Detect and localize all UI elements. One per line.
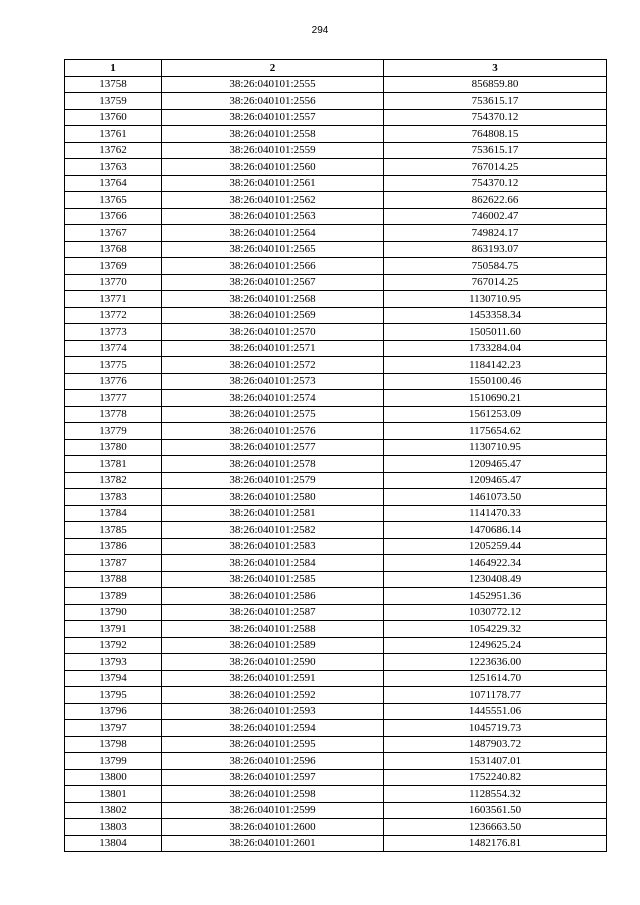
cell-cadastral-number: 38:26:040101:2557 [162, 109, 384, 126]
cell-value: 1251614.70 [384, 670, 607, 687]
table-row [65, 621, 607, 638]
cell-cadastral-number: 38:26:040101:2594 [162, 720, 384, 737]
cell-number: 13765 [65, 192, 162, 209]
cell-number: 13781 [65, 456, 162, 473]
cell-value: 753615.17 [384, 93, 607, 110]
cell-number: 13799 [65, 753, 162, 770]
cell-value: 1464922.34 [384, 555, 607, 572]
cell-cadastral-number: 38:26:040101:2598 [162, 786, 384, 803]
cell-cadastral-number: 38:26:040101:2581 [162, 505, 384, 522]
cell-value: 1236663.50 [384, 819, 607, 836]
cell-value: 1045719.73 [384, 720, 607, 737]
cell-value: 1561253.09 [384, 406, 607, 423]
cell-cadastral-number: 38:26:040101:2564 [162, 225, 384, 242]
table-row [65, 357, 607, 374]
table-row [65, 373, 607, 390]
cell-number: 13760 [65, 109, 162, 126]
cell-value: 1550100.46 [384, 373, 607, 390]
cell-value: 862622.66 [384, 192, 607, 209]
cell-number: 13794 [65, 670, 162, 687]
cell-number: 13764 [65, 175, 162, 192]
table-row [65, 225, 607, 242]
cell-cadastral-number: 38:26:040101:2596 [162, 753, 384, 770]
cell-cadastral-number: 38:26:040101:2563 [162, 208, 384, 225]
cell-cadastral-number: 38:26:040101:2555 [162, 76, 384, 93]
column-header-3: 3 [384, 60, 607, 77]
cell-cadastral-number: 38:26:040101:2592 [162, 687, 384, 704]
cell-cadastral-number: 38:26:040101:2573 [162, 373, 384, 390]
table-row [65, 786, 607, 803]
cell-value: 1453358.34 [384, 307, 607, 324]
table-row [65, 670, 607, 687]
cell-cadastral-number: 38:26:040101:2600 [162, 819, 384, 836]
table-row [65, 835, 607, 852]
cell-cadastral-number: 38:26:040101:2567 [162, 274, 384, 291]
cell-value: 863193.07 [384, 241, 607, 258]
cell-number: 13771 [65, 291, 162, 308]
cell-number: 13779 [65, 423, 162, 440]
cell-cadastral-number: 38:26:040101:2590 [162, 654, 384, 671]
table-row [65, 241, 607, 258]
table-row [65, 126, 607, 143]
cell-cadastral-number: 38:26:040101:2593 [162, 703, 384, 720]
cell-value: 750584.75 [384, 258, 607, 275]
cell-cadastral-number: 38:26:040101:2579 [162, 472, 384, 489]
cell-value: 753615.17 [384, 142, 607, 159]
cell-cadastral-number: 38:26:040101:2565 [162, 241, 384, 258]
cell-cadastral-number: 38:26:040101:2597 [162, 769, 384, 786]
cell-cadastral-number: 38:26:040101:2583 [162, 538, 384, 555]
table-row [65, 687, 607, 704]
cell-cadastral-number: 38:26:040101:2576 [162, 423, 384, 440]
cell-value: 1130710.95 [384, 291, 607, 308]
cell-number: 13780 [65, 439, 162, 456]
table-row [65, 76, 607, 93]
cell-number: 13763 [65, 159, 162, 176]
table-row [65, 654, 607, 671]
table-row [65, 423, 607, 440]
cell-value: 1209465.47 [384, 472, 607, 489]
cell-value: 1482176.81 [384, 835, 607, 852]
cell-value: 1445551.06 [384, 703, 607, 720]
cell-cadastral-number: 38:26:040101:2570 [162, 324, 384, 341]
cell-number: 13777 [65, 390, 162, 407]
table-row [65, 819, 607, 836]
cell-number: 13789 [65, 588, 162, 605]
table-row [65, 456, 607, 473]
cell-value: 754370.12 [384, 109, 607, 126]
cell-value: 1030772.12 [384, 604, 607, 621]
table-row [65, 439, 607, 456]
cell-number: 13768 [65, 241, 162, 258]
cell-number: 13787 [65, 555, 162, 572]
cell-number: 13801 [65, 786, 162, 803]
table-row [65, 258, 607, 275]
cell-number: 13786 [65, 538, 162, 555]
cell-value: 1249625.24 [384, 637, 607, 654]
cell-number: 13783 [65, 489, 162, 506]
cell-number: 13790 [65, 604, 162, 621]
cell-cadastral-number: 38:26:040101:2561 [162, 175, 384, 192]
cell-number: 13800 [65, 769, 162, 786]
table-row [65, 324, 607, 341]
table-row [65, 637, 607, 654]
cell-cadastral-number: 38:26:040101:2580 [162, 489, 384, 506]
cell-value: 1733284.04 [384, 340, 607, 357]
table-row [65, 274, 607, 291]
cell-value: 1071178.77 [384, 687, 607, 704]
table-row [65, 142, 607, 159]
cell-cadastral-number: 38:26:040101:2559 [162, 142, 384, 159]
cell-value: 767014.25 [384, 274, 607, 291]
table-row [65, 802, 607, 819]
table-row [65, 93, 607, 110]
cell-value: 1487903.72 [384, 736, 607, 753]
cell-value: 754370.12 [384, 175, 607, 192]
table-row [65, 604, 607, 621]
cell-number: 13774 [65, 340, 162, 357]
cell-cadastral-number: 38:26:040101:2585 [162, 571, 384, 588]
cell-value: 767014.25 [384, 159, 607, 176]
cell-number: 13793 [65, 654, 162, 671]
cell-value: 1175654.62 [384, 423, 607, 440]
table-row [65, 109, 607, 126]
cell-value: 1130710.95 [384, 439, 607, 456]
cell-number: 13759 [65, 93, 162, 110]
column-header-2: 2 [162, 60, 384, 77]
cell-cadastral-number: 38:26:040101:2589 [162, 637, 384, 654]
cell-value: 1603561.50 [384, 802, 607, 819]
cell-number: 13776 [65, 373, 162, 390]
cell-value: 1461073.50 [384, 489, 607, 506]
table-header-row [65, 60, 607, 77]
cell-value: 1223636.00 [384, 654, 607, 671]
cell-number: 13758 [65, 76, 162, 93]
cell-cadastral-number: 38:26:040101:2568 [162, 291, 384, 308]
table-row [65, 291, 607, 308]
cell-number: 13769 [65, 258, 162, 275]
table-row [65, 522, 607, 539]
cell-number: 13784 [65, 505, 162, 522]
cell-number: 13788 [65, 571, 162, 588]
cell-number: 13796 [65, 703, 162, 720]
cell-value: 1470686.14 [384, 522, 607, 539]
table-row [65, 571, 607, 588]
cell-value: 1510690.21 [384, 390, 607, 407]
cell-number: 13803 [65, 819, 162, 836]
cell-number: 13772 [65, 307, 162, 324]
cell-cadastral-number: 38:26:040101:2582 [162, 522, 384, 539]
table-row [65, 175, 607, 192]
table-row [65, 390, 607, 407]
cell-number: 13797 [65, 720, 162, 737]
cell-number: 13785 [65, 522, 162, 539]
cell-number: 13792 [65, 637, 162, 654]
cell-cadastral-number: 38:26:040101:2595 [162, 736, 384, 753]
cell-number: 13802 [65, 802, 162, 819]
cell-cadastral-number: 38:26:040101:2586 [162, 588, 384, 605]
cell-value: 856859.80 [384, 76, 607, 93]
table-row [65, 538, 607, 555]
table-row [65, 769, 607, 786]
cell-cadastral-number: 38:26:040101:2587 [162, 604, 384, 621]
column-header-1: 1 [65, 60, 162, 77]
table-row [65, 736, 607, 753]
cell-cadastral-number: 38:26:040101:2601 [162, 835, 384, 852]
cell-value: 1141470.33 [384, 505, 607, 522]
cell-value: 746002.47 [384, 208, 607, 225]
cell-number: 13791 [65, 621, 162, 638]
cell-cadastral-number: 38:26:040101:2569 [162, 307, 384, 324]
cell-value: 1531407.01 [384, 753, 607, 770]
cell-value: 1128554.32 [384, 786, 607, 803]
table-row [65, 472, 607, 489]
cell-cadastral-number: 38:26:040101:2572 [162, 357, 384, 374]
cell-value: 764808.15 [384, 126, 607, 143]
table-row [65, 406, 607, 423]
cell-number: 13773 [65, 324, 162, 341]
cell-cadastral-number: 38:26:040101:2588 [162, 621, 384, 638]
cell-cadastral-number: 38:26:040101:2599 [162, 802, 384, 819]
cell-number: 13762 [65, 142, 162, 159]
table-row [65, 192, 607, 209]
cell-cadastral-number: 38:26:040101:2578 [162, 456, 384, 473]
cell-cadastral-number: 38:26:040101:2558 [162, 126, 384, 143]
table-body [65, 76, 607, 852]
cell-value: 1505011.60 [384, 324, 607, 341]
cell-number: 13767 [65, 225, 162, 242]
cell-cadastral-number: 38:26:040101:2566 [162, 258, 384, 275]
table-row [65, 340, 607, 357]
table-row [65, 489, 607, 506]
cell-number: 13778 [65, 406, 162, 423]
table-row [65, 703, 607, 720]
cell-value: 1752240.82 [384, 769, 607, 786]
table-row [65, 588, 607, 605]
page-number: 294 [311, 25, 329, 36]
table-row [65, 505, 607, 522]
cell-value: 749824.17 [384, 225, 607, 242]
cell-number: 13770 [65, 274, 162, 291]
cell-number: 13782 [65, 472, 162, 489]
cell-number: 13798 [65, 736, 162, 753]
cell-cadastral-number: 38:26:040101:2556 [162, 93, 384, 110]
cell-number: 13766 [65, 208, 162, 225]
registry-table [64, 59, 607, 852]
cell-value: 1205259.44 [384, 538, 607, 555]
cell-number: 13775 [65, 357, 162, 374]
cell-cadastral-number: 38:26:040101:2562 [162, 192, 384, 209]
cell-value: 1184142.23 [384, 357, 607, 374]
cell-value: 1230408.49 [384, 571, 607, 588]
cell-number: 13804 [65, 835, 162, 852]
cell-cadastral-number: 38:26:040101:2571 [162, 340, 384, 357]
cell-value: 1054229.32 [384, 621, 607, 638]
cell-cadastral-number: 38:26:040101:2560 [162, 159, 384, 176]
cell-cadastral-number: 38:26:040101:2591 [162, 670, 384, 687]
table-row [65, 720, 607, 737]
cell-number: 13795 [65, 687, 162, 704]
cell-value: 1209465.47 [384, 456, 607, 473]
cell-value: 1452951.36 [384, 588, 607, 605]
cell-number: 13761 [65, 126, 162, 143]
table-row [65, 307, 607, 324]
table-row [65, 753, 607, 770]
cell-cadastral-number: 38:26:040101:2577 [162, 439, 384, 456]
cell-cadastral-number: 38:26:040101:2574 [162, 390, 384, 407]
cell-cadastral-number: 38:26:040101:2584 [162, 555, 384, 572]
table-row [65, 159, 607, 176]
table-row [65, 555, 607, 572]
cell-cadastral-number: 38:26:040101:2575 [162, 406, 384, 423]
table-row [65, 208, 607, 225]
